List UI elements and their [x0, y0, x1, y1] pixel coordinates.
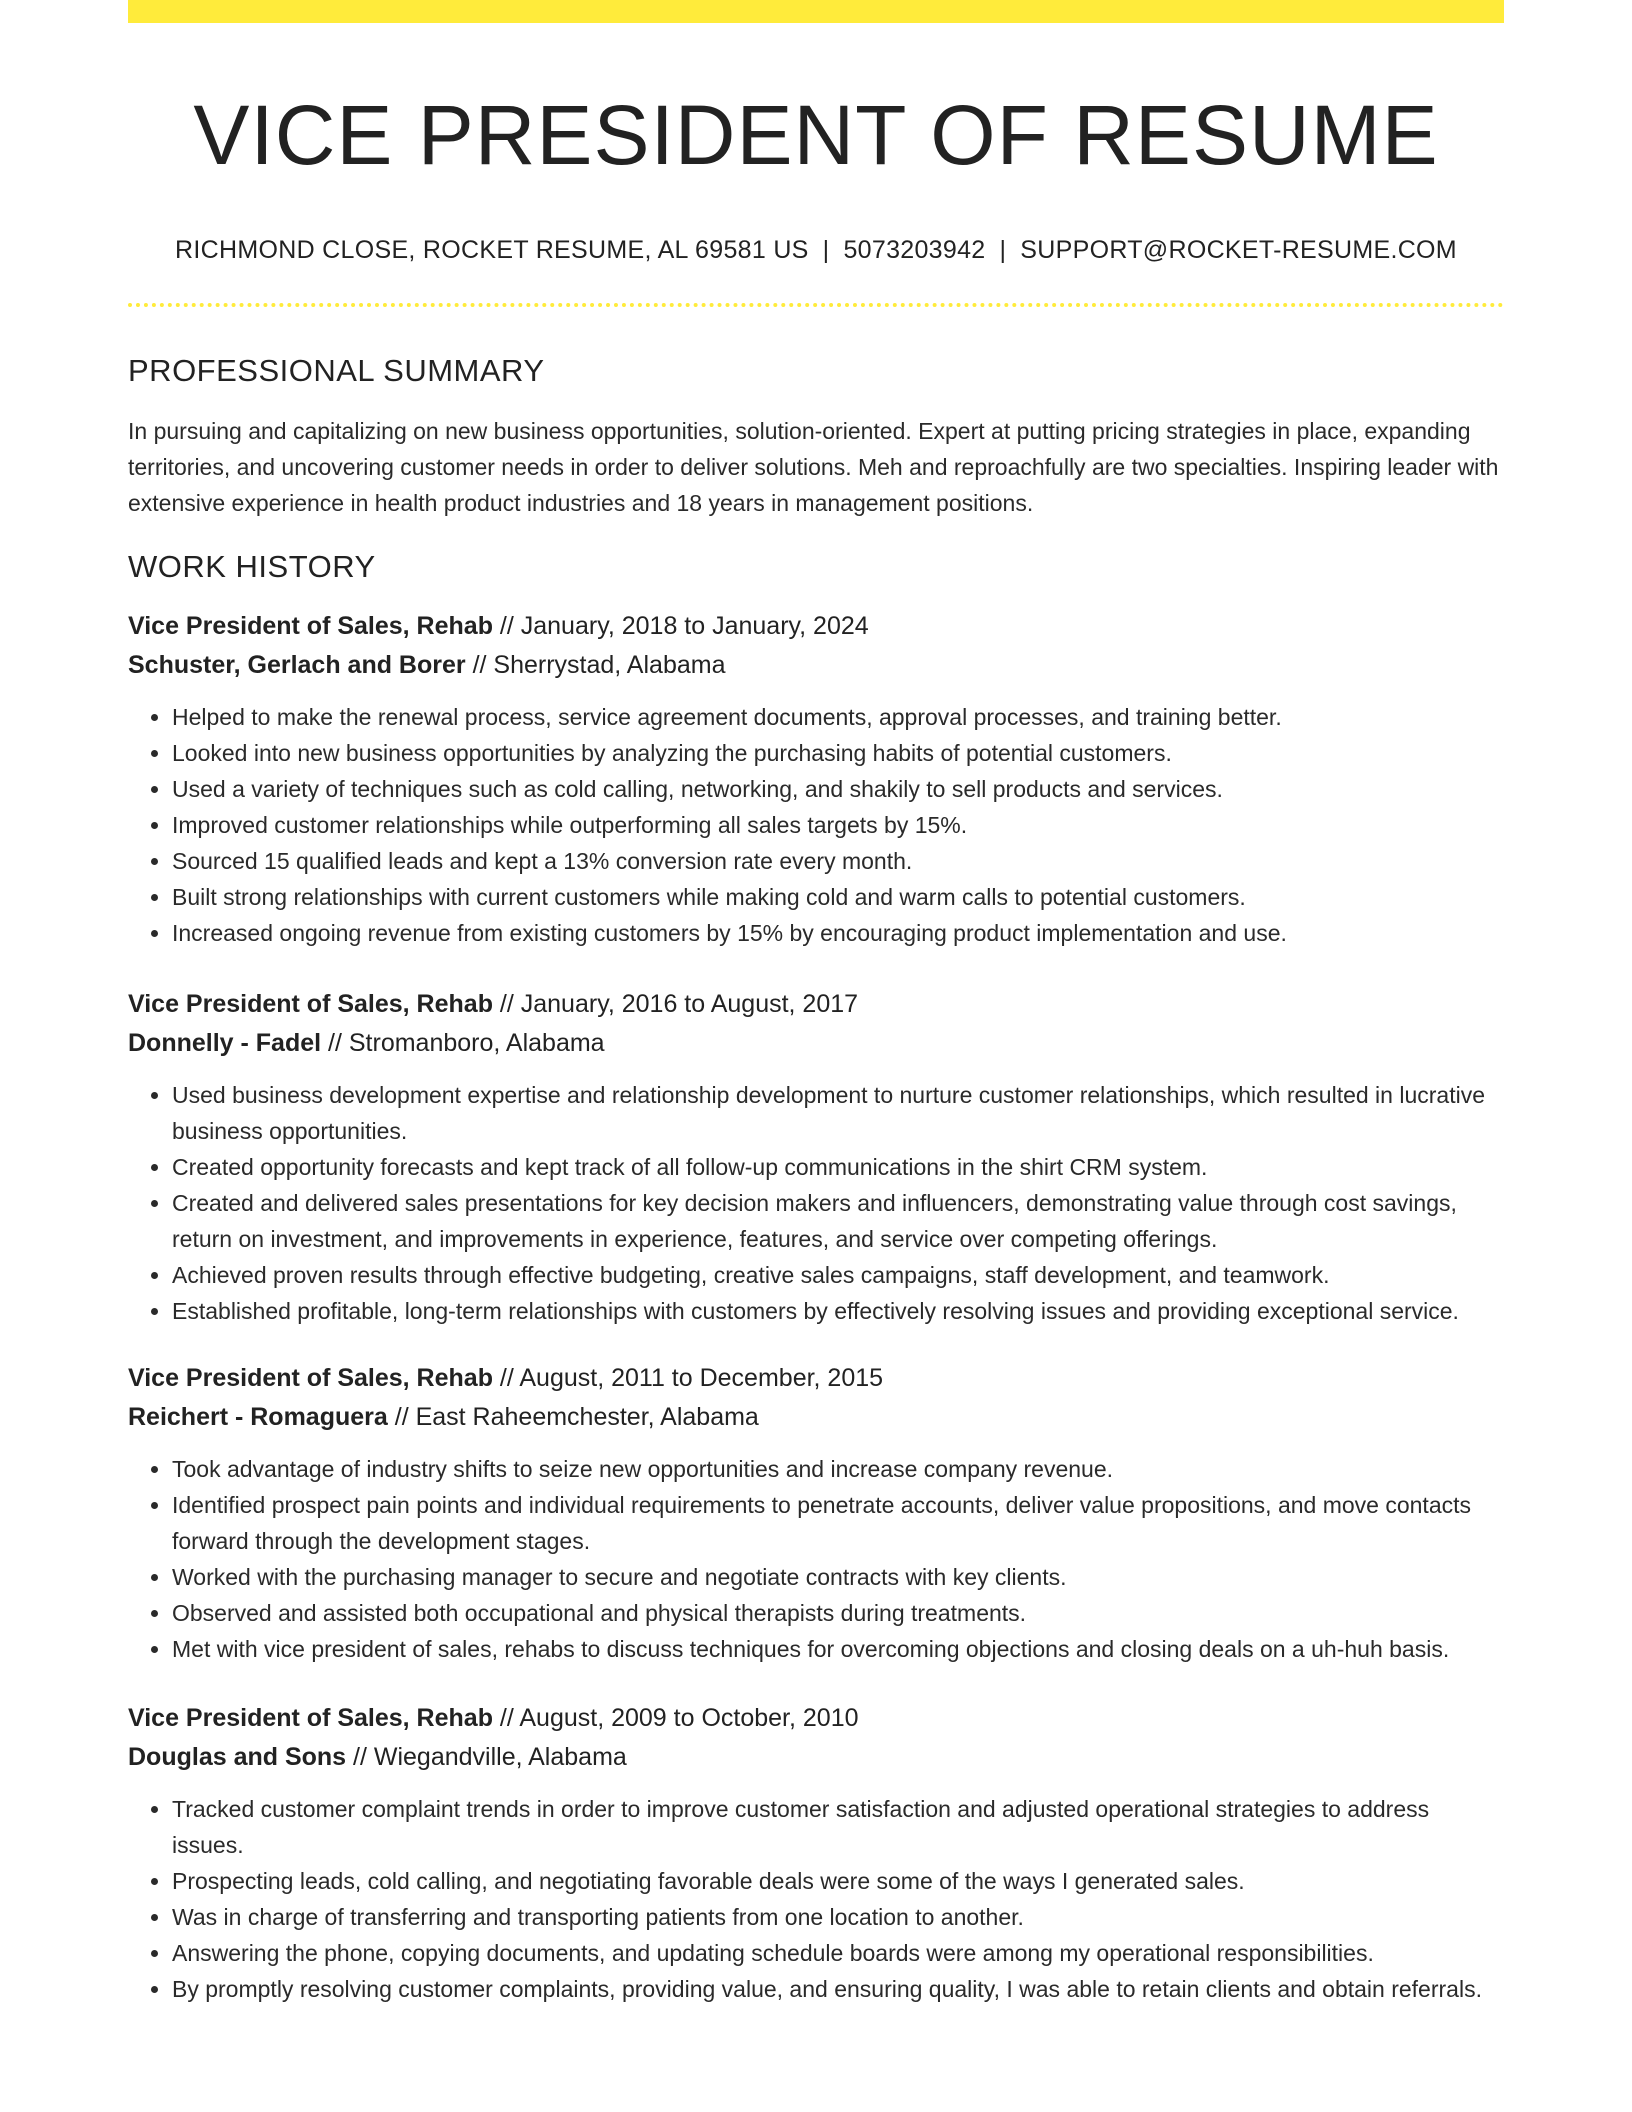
job-bullets: [128, 699, 1504, 951]
list-item: • Created opportunity forecasts and kept track of all follow-up communications in the shirt CRM system.: [172, 1149, 1504, 1185]
list-item: • Took advantage of industry shifts to seize new opportunities and increase company revenue.: [172, 1451, 1504, 1487]
job-entry: [128, 1699, 1504, 2007]
list-item: • Built strong relationships with current customers while making cold and warm calls to potential customers.: [172, 879, 1504, 915]
job-company-line: [128, 646, 1504, 685]
summary-heading: PROFESSIONAL SUMMARY: [128, 353, 545, 388]
job-location: // Sherrystad, Alabama: [465, 651, 726, 679]
list-item: • By promptly resolving customer complaints, providing value, and ensuring quality, I was able to retain clients and obtain referrals.: [172, 1971, 1504, 2007]
job-company: Schuster, Gerlach and Borer: [128, 651, 466, 679]
list-item: • Established profitable, long-term relationships with customers by effectively resolving issues and providing exceptional service.: [172, 1293, 1504, 1329]
job-company-line: [128, 1398, 1504, 1437]
job-location: // East Raheemchester, Alabama: [387, 1403, 759, 1431]
list-item: • Achieved proven results through effective budgeting, creative sales campaigns, staff development, and teamwork.: [172, 1257, 1504, 1293]
job-role: Vice President of Sales, Rehab: [128, 612, 493, 640]
job-company-line: [128, 1738, 1504, 1777]
list-item: • Looked into new business opportunities by analyzing the purchasing habits of potential customers.: [172, 735, 1504, 771]
list-item: • Used business development expertise and relationship development to nurture customer relationships, which resulted in lucrative business opportunities.: [172, 1077, 1504, 1149]
list-item: • Answering the phone, copying documents, and updating schedule boards were among my operational responsibilities.: [172, 1935, 1504, 1971]
list-item: • Helped to make the renewal process, service agreement documents, approval processes, and training better.: [172, 699, 1504, 735]
contact-separator: |: [999, 236, 1007, 264]
job-dates: // January, 2016 to August, 2017: [492, 990, 859, 1018]
contact-phone: 5073203942: [843, 236, 986, 264]
top-accent-bar: [128, 0, 1504, 23]
job-bullets: [128, 1451, 1504, 1667]
job-title-line: [128, 607, 1504, 646]
list-item: • Worked with the purchasing manager to secure and negotiate contracts with key clients.: [172, 1559, 1504, 1595]
job-dates: // August, 2009 to October, 2010: [492, 1704, 859, 1732]
job-dates: // August, 2011 to December, 2015: [492, 1364, 884, 1392]
job-title-line: [128, 985, 1504, 1024]
list-item: • Sourced 15 qualified leads and kept a 13% conversion rate every month.: [172, 843, 1504, 879]
job-title-line: [128, 1699, 1504, 1738]
job-company: Douglas and Sons: [128, 1743, 347, 1771]
resume-name: VICE PRESIDENT OF RESUME: [193, 88, 1439, 182]
list-item: • Was in charge of transferring and transporting patients from one location to another.: [172, 1899, 1504, 1935]
job-location: // Wiegandville, Alabama: [346, 1743, 627, 1771]
list-item: • Created and delivered sales presentations for key decision makers and influencers, demonstrating value through cost savings, return on investment, and improvements in experience, features, and service over competing offerings.: [172, 1185, 1504, 1257]
job-bullets: [128, 1077, 1504, 1329]
contact-separator: |: [822, 236, 830, 264]
list-item: • Identified prospect pain points and individual requirements to penetrate accounts, deliver value propositions, and move contacts forward through the development stages.: [172, 1487, 1504, 1559]
summary-text: In pursuing and capitalizing on new business opportunities, solution-oriented. Expert at putting pricing strategies in place, expanding territories, and uncovering customer needs in order to deliver solutions. Meh and reproachfully are two specialties. Inspiring leader with extensive experience in health product industries and 18 years in management positions.: [128, 418, 1499, 516]
job-entry: [128, 1359, 1504, 1667]
job-dates: // January, 2018 to January, 2024: [492, 612, 869, 640]
job-role: Vice President of Sales, Rehab: [128, 1704, 493, 1732]
contact-email: SUPPORT@ROCKET-RESUME.COM: [1020, 236, 1457, 264]
resume-page: [128, 0, 1504, 2007]
list-item: • Observed and assisted both occupational and physical therapists during treatments.: [172, 1595, 1504, 1631]
header-divider: [128, 303, 1504, 307]
job-bullets: [128, 1791, 1504, 2007]
list-item: • Increased ongoing revenue from existing customers by 15% by encouraging product implementation and use.: [172, 915, 1504, 951]
job-company-line: [128, 1024, 1504, 1063]
contact-address: RICHMOND CLOSE, ROCKET RESUME, AL 69581 US: [175, 236, 809, 264]
job-company: Donnelly - Fadel: [128, 1029, 322, 1057]
list-item: • Met with vice president of sales, rehabs to discuss techniques for overcoming objections and closing deals on a uh-huh basis.: [172, 1631, 1504, 1667]
job-company: Reichert - Romaguera: [128, 1403, 388, 1431]
list-item: • Prospecting leads, cold calling, and negotiating favorable deals were some of the ways I generated sales.: [172, 1863, 1504, 1899]
contact-line: [128, 233, 1504, 267]
job-role: Vice President of Sales, Rehab: [128, 990, 493, 1018]
job-location: // Stromanboro, Alabama: [321, 1029, 605, 1057]
job-title-line: [128, 1359, 1504, 1398]
list-item: • Tracked customer complaint trends in order to improve customer satisfaction and adjusted operational strategies to address issues.: [172, 1791, 1504, 1863]
job-entry: [128, 607, 1504, 951]
job-entry: [128, 985, 1504, 1329]
list-item: • Used a variety of techniques such as cold calling, networking, and shakily to sell products and services.: [172, 771, 1504, 807]
job-role: Vice President of Sales, Rehab: [128, 1364, 493, 1392]
work-history-heading: WORK HISTORY: [128, 549, 376, 584]
list-item: • Improved customer relationships while outperforming all sales targets by 15%.: [172, 807, 1504, 843]
